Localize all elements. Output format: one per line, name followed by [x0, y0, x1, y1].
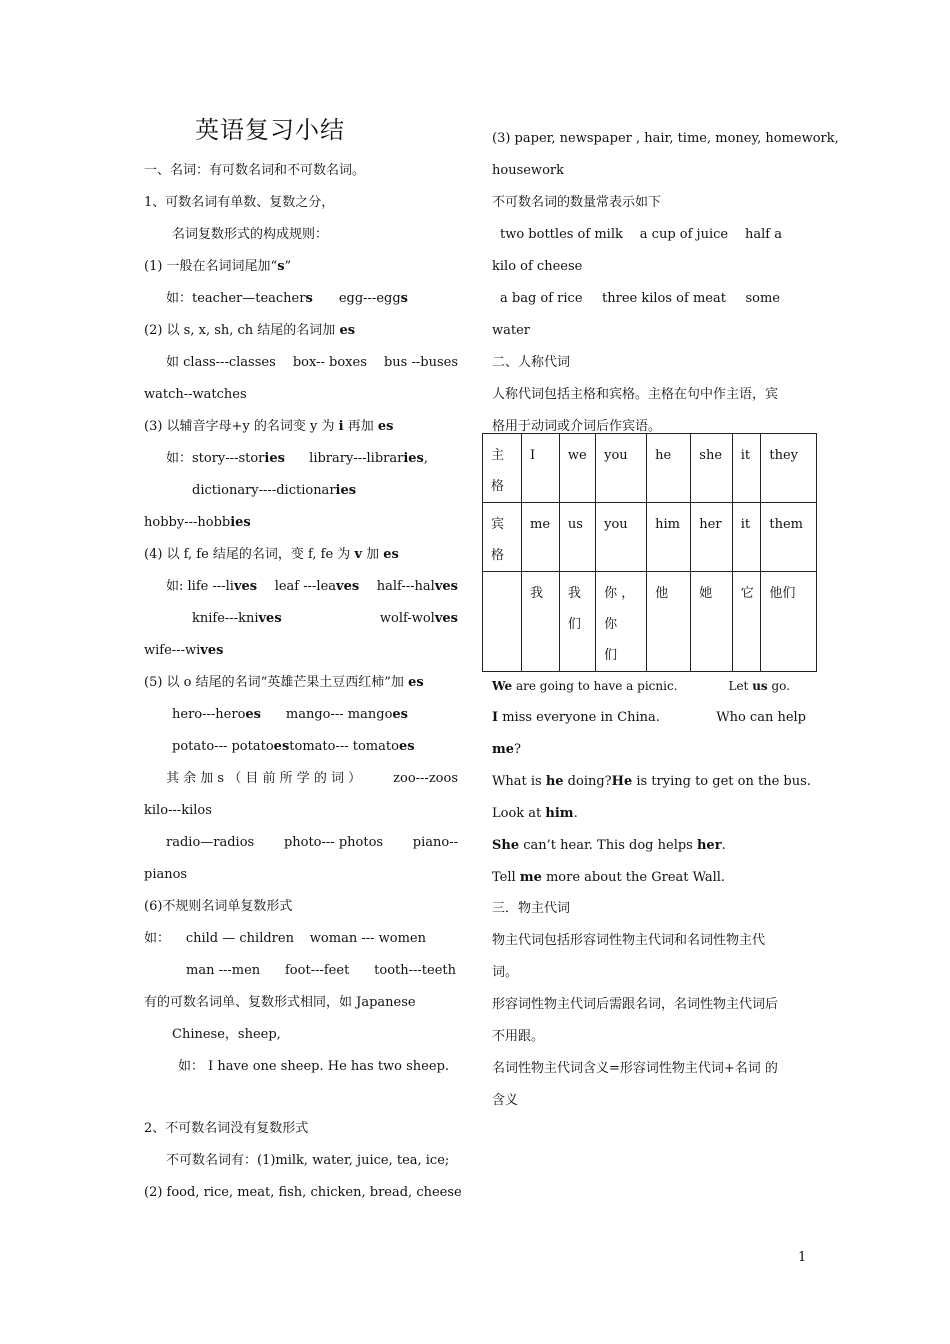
table-cell: 主 格	[483, 434, 522, 503]
text-cell	[310, 931, 426, 947]
page-title: 英语复习小结	[195, 116, 345, 144]
text-segment: 形容词性物主代词后需跟名词，名词性物主代词后	[492, 997, 779, 1012]
text-segment: 一、名词：有可数名词和不可数名词。	[144, 163, 366, 178]
right-line	[492, 901, 570, 917]
text-segment: (6)不规则名词单复数形式	[144, 899, 293, 914]
left-line	[178, 1059, 449, 1075]
bold-text: es	[339, 323, 356, 338]
right-line	[492, 997, 778, 1013]
text-segment: half a	[745, 227, 782, 242]
bold-text: ves	[336, 579, 360, 594]
bold-text: ves	[200, 643, 224, 658]
text-segment: Who can help	[716, 710, 806, 725]
text-segment: some	[745, 291, 780, 306]
bold-text: es	[383, 547, 399, 562]
text-segment: .	[573, 806, 578, 821]
left-line	[144, 803, 212, 819]
text-segment: tomato--- tomato	[289, 739, 399, 754]
bold-text: i	[338, 419, 344, 434]
left-line	[166, 771, 458, 787]
text-segment: woman --- women	[309, 931, 426, 946]
text-segment: photo--- photos	[283, 835, 384, 850]
text-segment: hero---hero	[172, 707, 246, 722]
right-line	[492, 933, 765, 949]
left-line	[172, 227, 328, 243]
text-segment: three kilos of meat	[602, 291, 726, 306]
table-row	[483, 434, 817, 503]
text-segment: wife---wi	[144, 643, 201, 658]
text-segment: 含义	[492, 1093, 519, 1108]
text-segment: 词。	[492, 965, 519, 980]
right-line	[492, 131, 839, 147]
bold-text: me	[492, 742, 515, 757]
bold-text: s	[305, 291, 313, 306]
text-segment: 不用跟。	[492, 1029, 545, 1044]
text-segment: water	[492, 323, 531, 338]
bold-text: us	[752, 679, 768, 693]
left-line	[144, 643, 223, 659]
right-line	[492, 1093, 518, 1109]
table-cell: 宾 格	[483, 503, 522, 572]
text-segment: library---librar	[309, 451, 404, 466]
text-segment: man ---men	[186, 963, 261, 978]
bold-text: es	[245, 707, 261, 722]
text-cell	[413, 835, 458, 851]
left-line	[144, 1121, 308, 1137]
text-segment: 如 class---classes	[166, 355, 276, 370]
text-cell	[285, 963, 349, 979]
text-segment: piano--	[412, 835, 458, 850]
text-segment: bus --buses	[383, 355, 458, 370]
text-segment: 有的可数名词单、复数形式相同，如 Japanese	[144, 995, 416, 1010]
bold-text: es	[273, 739, 290, 754]
text-segment: are going to have a picnic.	[512, 679, 678, 693]
text-cell	[166, 451, 285, 467]
text-segment: tooth---teeth	[374, 963, 456, 978]
text-segment: (1) 一般在名词词尾加“	[144, 259, 278, 274]
text-segment: zoo---zoos	[393, 771, 458, 786]
left-line	[172, 1027, 281, 1043]
text-cell	[745, 291, 780, 307]
text-cell	[166, 291, 313, 307]
right-line	[492, 1061, 778, 1077]
text-segment: watch--watches	[144, 387, 247, 402]
bold-text: ies	[264, 451, 285, 466]
table-cell: you	[596, 503, 647, 572]
text-segment: ?	[514, 742, 522, 757]
right-line	[492, 965, 518, 981]
text-segment: 其 余 加 s （ 目 前 所 学 的 词 ）	[166, 771, 362, 786]
text-cell	[640, 227, 728, 243]
text-segment: Look at	[492, 806, 546, 821]
right-line	[492, 774, 811, 790]
text-segment: can’t hear. This dog helps	[519, 838, 697, 853]
text-cell	[289, 739, 414, 755]
text-cell	[500, 291, 583, 307]
table-cell: 他	[647, 572, 691, 672]
text-segment: foot---feet	[285, 963, 350, 978]
left-line	[144, 931, 426, 947]
left-line	[172, 707, 408, 723]
text-cell	[309, 451, 428, 467]
text-cell	[293, 355, 367, 371]
text-segment: wolf-wol	[379, 611, 435, 626]
table-row	[483, 572, 817, 672]
text-segment: leaf ---lea	[274, 579, 337, 594]
left-line	[192, 483, 356, 499]
left-line	[166, 291, 408, 307]
bold-text: es	[377, 419, 394, 434]
text-segment: miss everyone in China.	[498, 710, 660, 725]
text-segment: 名词复数形式的构成规则：	[172, 227, 329, 242]
table-cell: us	[559, 503, 595, 572]
text-segment: a bag of rice	[500, 291, 583, 306]
text-cell	[602, 291, 726, 307]
right-line	[492, 1029, 544, 1045]
text-segment: (2) 以 s, x, sh, ch 结尾的名词加	[144, 323, 340, 338]
text-segment: more about the Great Wall.	[541, 870, 726, 885]
text-segment: mango--- mango	[285, 707, 393, 722]
text-segment: dictionary----dictionar	[192, 483, 336, 498]
text-segment: a cup of juice	[639, 227, 729, 242]
text-segment: knife---kni	[192, 611, 259, 626]
bold-text: ves	[233, 579, 258, 594]
text-segment: potato--- potato	[172, 739, 274, 754]
text-segment: radio—radios	[166, 835, 255, 850]
text-segment: go.	[767, 679, 790, 693]
text-segment: hobby---hobb	[144, 515, 231, 530]
left-line	[144, 547, 399, 563]
bold-text: s	[400, 291, 408, 306]
bold-text: her	[696, 838, 722, 853]
text-segment: 人称代词包括主格和宾格。主格在句中作主语，宾	[492, 387, 779, 402]
text-cell	[144, 931, 170, 947]
text-segment: is trying to get on the bus.	[632, 774, 811, 789]
text-segment: 格用于动词或介词后作宾语。	[492, 419, 662, 434]
text-segment: ”	[284, 259, 292, 274]
text-cell	[612, 774, 811, 790]
text-segment: 加	[362, 547, 384, 562]
table-cell: them	[761, 503, 817, 572]
left-line	[144, 387, 247, 403]
text-segment: 不可数名词有：(1)milk, water, juice, tea, ice;	[166, 1153, 450, 1168]
bold-text: He	[611, 774, 633, 789]
right-line	[500, 291, 780, 307]
text-segment: Chinese，sheep,	[172, 1027, 281, 1042]
left-line	[192, 611, 458, 627]
text-cell	[339, 291, 408, 307]
left-line	[166, 579, 458, 595]
text-cell	[284, 835, 383, 851]
left-line	[144, 995, 416, 1011]
left-line	[144, 515, 251, 531]
text-cell	[492, 710, 660, 726]
text-segment: 如：	[144, 931, 171, 946]
bold-text: ies	[230, 515, 251, 530]
text-cell	[500, 227, 623, 243]
bold-text: es	[392, 707, 408, 722]
table-cell: 我 们	[559, 572, 595, 672]
right-line	[492, 163, 564, 179]
bold-text: ves	[258, 611, 282, 626]
left-line	[144, 419, 393, 435]
text-cell	[377, 579, 458, 595]
text-cell	[166, 579, 257, 595]
text-segment: Let	[728, 679, 753, 693]
table-cell: 你 ， 你 们	[596, 572, 647, 672]
text-segment: 2、不可数名词没有复数形式	[144, 1121, 309, 1136]
text-segment: .	[721, 838, 726, 853]
page-number: 1	[798, 1250, 807, 1265]
table-row	[483, 503, 817, 572]
text-segment: (5) 以 o 结尾的名词“英雄芒果土豆西红柿”加	[144, 675, 409, 690]
text-segment: 如：story---stor	[166, 451, 265, 466]
text-segment: (4) 以 f, fe 结尾的名词，变 f, fe 为	[144, 547, 355, 562]
text-cell	[716, 710, 806, 726]
right-line	[492, 678, 790, 694]
text-segment: egg---egg	[338, 291, 401, 306]
table-cell: me	[522, 503, 560, 572]
left-line	[144, 259, 291, 275]
text-cell	[380, 611, 458, 627]
bold-text: he	[545, 774, 564, 789]
text-cell	[166, 771, 361, 787]
bold-text: es	[408, 675, 424, 690]
text-cell	[745, 227, 782, 243]
text-segment: (2) food, rice, meat, fish, chicken, bread, cheese	[144, 1185, 462, 1200]
text-segment: (3) 以辅音字母+y 的名词变 y 为	[144, 419, 339, 434]
table-cell	[483, 572, 522, 672]
bold-text: We	[492, 679, 513, 693]
text-cell	[275, 579, 359, 595]
text-cell	[172, 739, 289, 755]
text-segment: 二、人称代词	[492, 355, 571, 370]
table-cell: I	[522, 434, 560, 503]
text-cell	[166, 835, 254, 851]
right-line	[492, 387, 778, 403]
text-cell	[166, 355, 276, 371]
table-cell: he	[647, 434, 691, 503]
text-cell	[172, 707, 261, 723]
table-cell: you	[596, 434, 647, 503]
text-segment: pianos	[144, 867, 188, 882]
table-cell: him	[647, 503, 691, 572]
text-segment: half---hal	[376, 579, 435, 594]
right-line	[492, 323, 530, 339]
bold-text: him	[545, 806, 574, 821]
text-segment: 物主代词包括形容词性物主代词和名词性物主代	[492, 933, 766, 948]
text-segment: kilo of cheese	[492, 259, 583, 274]
right-line	[492, 355, 570, 371]
table-cell: 我	[522, 572, 560, 672]
text-segment: 三．物主代词	[492, 901, 571, 916]
table-cell: it	[732, 503, 761, 572]
left-line	[144, 195, 334, 211]
text-cell	[492, 774, 612, 790]
text-segment: 如：teacher—teacher	[166, 291, 306, 306]
text-segment: Tell	[492, 870, 520, 885]
left-line	[144, 867, 187, 883]
text-segment: ,	[423, 451, 428, 466]
text-cell	[186, 931, 294, 947]
bold-text: ies	[335, 483, 357, 498]
right-line	[500, 227, 782, 243]
text-segment: 如: life ---li	[166, 579, 234, 594]
table-cell: 它	[732, 572, 761, 672]
left-line	[166, 835, 458, 851]
text-cell	[186, 963, 260, 979]
table-cell: it	[732, 434, 761, 503]
bold-text: She	[492, 838, 520, 853]
text-segment: box-- boxes	[292, 355, 367, 370]
bold-text: me	[519, 870, 542, 885]
table-cell: they	[761, 434, 817, 503]
right-line	[492, 806, 578, 822]
right-line	[492, 195, 661, 211]
text-segment: 名词性物主代词含义=形容词性物主代词+名词 的	[492, 1061, 778, 1076]
left-line	[144, 323, 355, 339]
bold-text: es	[398, 739, 415, 754]
text-segment: child — children	[185, 931, 294, 946]
table-cell: her	[691, 503, 732, 572]
left-line	[144, 675, 424, 691]
text-cell	[286, 707, 408, 723]
table-cell: she	[691, 434, 732, 503]
right-line	[492, 870, 725, 886]
text-segment: doing?	[563, 774, 612, 789]
right-line	[492, 710, 806, 726]
right-line	[492, 838, 726, 854]
bold-text: I	[492, 710, 499, 725]
text-segment: 不可数名词的数量常表示如下	[492, 195, 662, 210]
pronoun-table	[482, 433, 817, 672]
text-cell	[374, 963, 456, 979]
right-line	[492, 742, 521, 758]
text-cell	[393, 771, 458, 787]
bold-text: ies	[403, 451, 424, 466]
text-segment: 如： I have one sheep. He has two sheep.	[178, 1059, 450, 1074]
text-cell	[728, 678, 790, 694]
text-segment: two bottles of milk	[500, 227, 623, 242]
text-cell	[192, 611, 282, 627]
table-cell: 他们	[761, 572, 817, 672]
bold-text: s	[277, 259, 285, 274]
left-line	[172, 739, 415, 755]
right-line	[492, 259, 582, 275]
table-cell: we	[559, 434, 595, 503]
text-segment: 再加	[343, 419, 378, 434]
left-line	[166, 355, 458, 371]
left-line	[166, 1153, 449, 1169]
text-segment: housework	[492, 163, 564, 178]
left-line	[144, 163, 365, 179]
text-segment: (3) paper, newspaper , hair, time, money, homework,	[492, 131, 839, 146]
left-line	[144, 899, 292, 915]
text-cell	[492, 678, 677, 694]
text-segment: 1、可数名词有单数、复数之分，	[144, 195, 335, 210]
text-cell	[384, 355, 458, 371]
bold-text: v	[354, 547, 363, 562]
text-segment: What is	[492, 774, 546, 789]
left-line	[166, 451, 428, 467]
bold-text: ves	[434, 579, 458, 594]
left-line	[186, 963, 456, 979]
left-line	[144, 1185, 462, 1201]
text-segment: kilo---kilos	[144, 803, 212, 818]
bold-text: ves	[434, 611, 458, 626]
table-cell: 她	[691, 572, 732, 672]
